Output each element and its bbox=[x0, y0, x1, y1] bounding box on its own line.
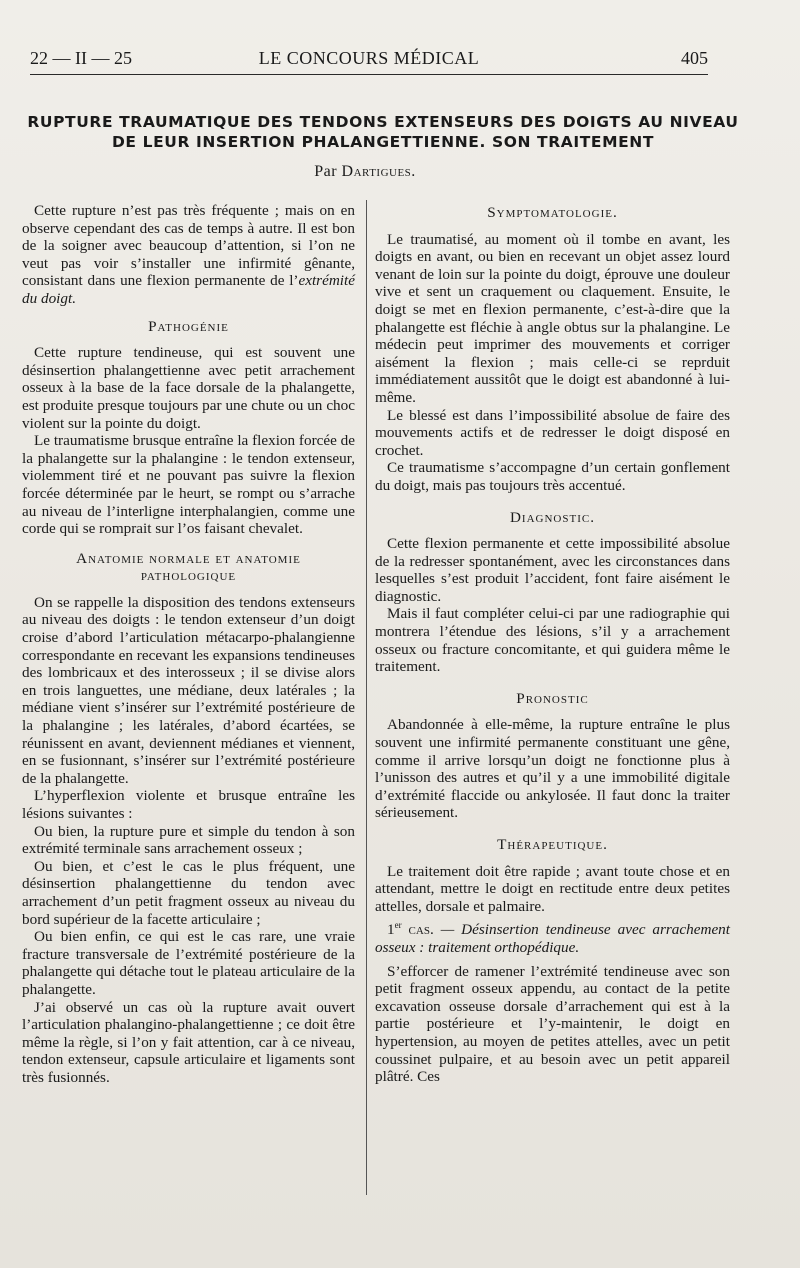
paragraph: Ou bien, la rupture pure et simple du tendon à son extrémité terminale sans arrachement osseux ; bbox=[22, 822, 355, 858]
section-heading-therapeutique: Thérapeutique. bbox=[497, 836, 608, 853]
article-title-line-1: RUPTURE TRAUMATIQUE DES TENDONS EXTENSEURS DES DOIGTS AU NIVEAU bbox=[27, 113, 739, 131]
paragraph: L’hyperflexion violente et brusque entraîne les lésions suivantes : bbox=[22, 787, 355, 822]
section-heading-pronostic: Pronostic bbox=[516, 689, 589, 707]
right-column bbox=[375, 204, 730, 1086]
author-name: Dartigues. bbox=[341, 163, 416, 180]
journal-title: LE CONCOURS MÉDICAL bbox=[258, 48, 480, 68]
paragraph: Ou bien, et c’est le cas le plus fréquent, une désinsertion phalangettienne du tendon avec arrachement d’un petit fragment osseux au niveau du bord supérieur de la facette articulaire ; bbox=[22, 857, 355, 928]
paragraph: Le traitement doit être rapide ; avant toute chose et en attendant, mettre le doigt en rectitude entre deux petites attelles, dorsale et palmaire. bbox=[375, 862, 730, 915]
case-1-paragraph bbox=[375, 921, 730, 956]
left-column bbox=[22, 202, 355, 1087]
section-heading-line: Anatomie normale et anatomie bbox=[76, 549, 301, 567]
byline bbox=[0, 163, 730, 181]
intro-italic-text: extrémité du doigt. bbox=[22, 272, 355, 307]
section-heading-symptomatologie: Symptomatologie. bbox=[487, 204, 618, 221]
section-heading-anatomie bbox=[22, 550, 355, 585]
article-title bbox=[18, 112, 748, 152]
running-header bbox=[30, 44, 708, 75]
paragraph: Le traumatisé, au moment où il tombe en avant, les doigts en avant, ou bien en recevant un objet assez lourd venant de loin sur la pointe du doigt, éprouve une douleur vive et sent un craquement ou claquement. Ensuite, le doigt se met en flexion permanente, c’est-à-dire que la phalangette est fléchie à angle obtus sur la phalangine. Le médecin peut imprimer des mouvements et corriger aisément la flexion ; mais celle-ci se reprduit immédiatement aussitôt que le doigt est abandonné à lui-même. bbox=[375, 230, 730, 406]
paragraph: Mais il faut compléter celui-ci par une radiographie qui montrera l’étendue des lésions, s’il y a arrachement osseux ou fracture concomitante, et qui guidera même le traitement. bbox=[375, 605, 730, 676]
paragraph: Cette flexion permanente et cette impossibilité absolue de la redresser spontanément, avec les circonstances dans lesquelles s’est produit l’accident, font faire aisément le diagnostic. bbox=[375, 535, 730, 605]
section-heading-diagnostic: Diagnostic. bbox=[509, 508, 596, 526]
byline-prefix: Par bbox=[314, 163, 338, 180]
issue-date: 22 — II — 25 bbox=[30, 48, 132, 68]
article-title-line-2: DE LEUR INSERTION PHALANGETTIENNE. SON TRAITEMENT bbox=[111, 133, 655, 151]
paragraph: Ce traumatisme s’accompagne d’un certain gonflement du doigt, mais pas toujours très accentué. bbox=[375, 459, 730, 494]
paragraph: Cette rupture tendineuse, qui est souvent une désinsertion phalangettienne avec petit arrachement osseux à la base de la face dorsale de la phalangette, est produite presque toujours par une chute ou un choc violent sur la pointe du doigt. bbox=[22, 344, 355, 432]
case-number: 1 bbox=[387, 921, 395, 939]
case-ordinal-suffix: er bbox=[394, 920, 402, 931]
intro-paragraph bbox=[22, 202, 355, 308]
section-heading-pathogenie: Pathogénie bbox=[148, 317, 229, 335]
page-number: 405 bbox=[681, 48, 708, 68]
paragraph: On se rappelle la disposition des tendons extenseurs au niveau des doigts : le tendon extenseur d’un doigt croise d’abord l’articulation métacarpo-phalangienne correspondante en recevant les expansions tendineuses des lombricaux et des interosseux ; il se divise alors en trois languettes, une médiane, deux latérales ; la médiane vient s’insérer sur l’extrémité postérieure de la phalangine ; les latérales, d’abord écartées, se réunissent en avant, deviennent médianes et viennent, en se fusionnant, s’insérer sur l’extrémité postérieure de la phalangette. bbox=[22, 593, 355, 787]
paragraph: Abandonnée à elle-même, la rupture entraîne le plus souvent une infirmité permanente constituant une gêne, comme il arrive lorsqu’un doigt ne fonctionne plus à l’unisson des autres et qu’il y a une immobilité digitale d’extrémité flaccide ou ankylosée. Il faut donc la traiter sérieusement. bbox=[375, 716, 730, 822]
intro-text: Cette rupture n’est pas très fréquente ; mais on en observe cependant des cas de temps à autre. Il est bon de la soigner avec beaucoup d’attention, si l’on ne veut pas voir s’installer une infirmité gênante, consistant dans une flexion permanente de l’ bbox=[22, 202, 355, 290]
section-heading-line: pathologique bbox=[140, 567, 237, 585]
column-divider bbox=[366, 200, 367, 1195]
paragraph: S’efforcer de ramener l’extrémité tendineuse avec son petit fragment osseux appendu, au contact de la petite excavation osseuse dorsale d’arrachement qui est à la partie postérieure et l’y-maintenir, le doigt en hypertension, au moyen de petites attelles, avec un petit coussinet pulpaire, et au besoin avec un petit appareil plâtré. Ces bbox=[375, 962, 730, 1086]
case-label: cas. bbox=[408, 921, 434, 939]
paragraph: Le blessé est dans l’impossibilité absolue de faire des mouvements actifs et de redresser le doigt disposé en crochet. bbox=[375, 406, 730, 459]
paragraph: Le traumatisme brusque entraîne la flexion forcée de la phalangette sur la phalangine : le tendon extenseur, violemment tiré et ne pouvant pas suivre la flexion forcée déterminée par le heurt, se rompt ou s’arrache au niveau de l’interligne interphalangien, comme une corde qui se romprait sur l’os faisant chevalet. bbox=[22, 432, 355, 538]
paragraph: Ou bien enfin, ce qui est le cas rare, une vraie fracture transversale de l’extrémité postérieure de la phalangette qui détache tout le plateau articulaire de la phalangette. bbox=[22, 928, 355, 998]
case-title: — Désinsertion tendineuse avec arrachement osseux : traitement orthopédique. bbox=[375, 921, 731, 956]
paragraph: J’ai observé un cas où la rupture avait ouvert l’articulation phalangino-phalangettienne ; ce doit être même la règle, si l’on y fait attention, car à ce niveau, tendon extenseur, capsule articulaire et ligaments sont très fusionnés. bbox=[22, 998, 355, 1086]
